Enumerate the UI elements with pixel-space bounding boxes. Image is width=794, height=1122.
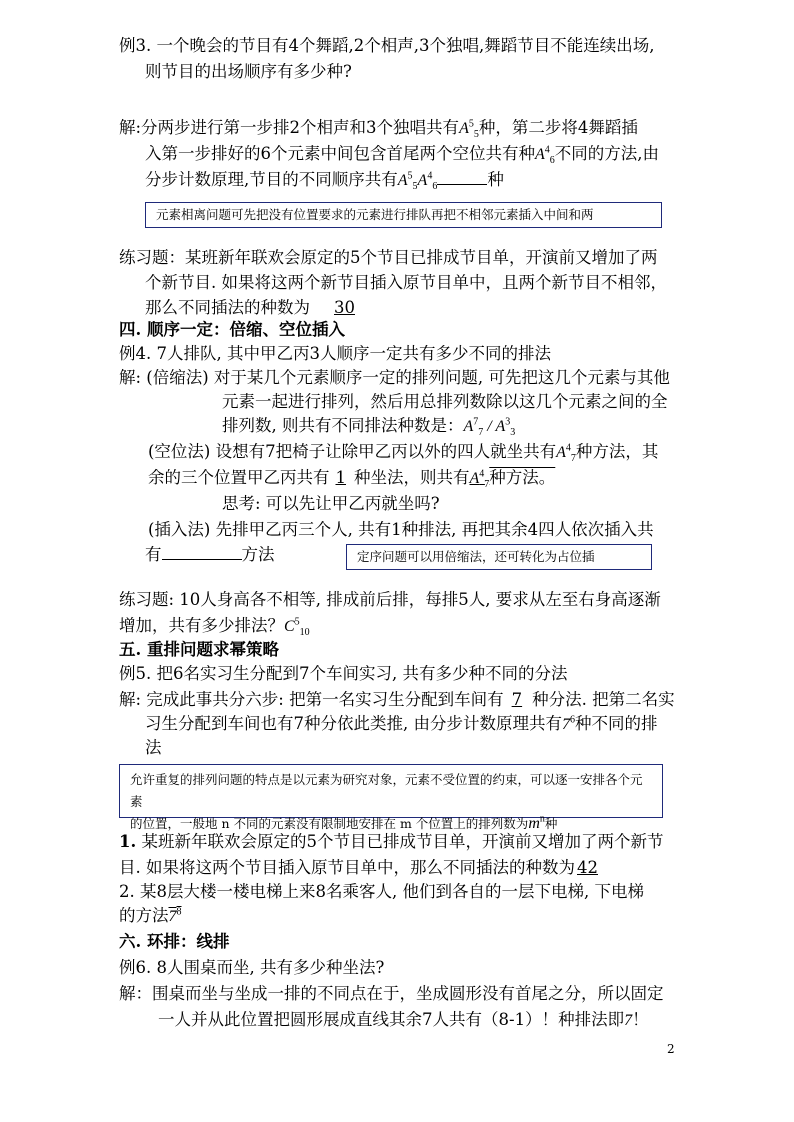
ex3-solution-line1: 解:分两步进行第一步排2个相声和3个独唱共有$A^5_5$种，第二步将4舞蹈插	[119, 118, 638, 141]
page-number: 2	[667, 1042, 675, 1056]
answer-blank	[437, 168, 487, 185]
practice1-line3: 那么不同插法的种数为 30	[145, 296, 361, 320]
question2-line1: 2. 某8层大楼一楼电梯上来8名乘客人, 他们到各自的一层下电梯, 下电梯	[119, 882, 644, 901]
ex4-method1-line3: 排列数, 则共有不同排法种数是：$A^7_7 / A^3_3$	[222, 416, 516, 439]
ex6-solution-line1: 解：围桌而坐与坐成一排的不同点在于，坐成圆形没有首尾之分，所以固定	[119, 984, 664, 1003]
section6-title: 六. 环排：线排	[119, 932, 230, 951]
ex6-question: 例6. 8人围桌而坐, 共有多少种坐法?	[119, 958, 385, 977]
section5-title: 五. 重排问题求幂策略	[119, 640, 279, 659]
question2-line2: 的方法$7^8$	[119, 906, 182, 925]
question1-line2: 目. 如果将这两个节目插入原节目单中，那么不同插法的种数为 42	[119, 856, 606, 880]
practice2-line1: 练习题: 10人身高各不相等, 排成前后排，每排5人, 要求从左至右身高逐渐	[119, 590, 661, 609]
math-7-factorial: 7	[624, 1012, 633, 1029]
math-c10-5: $C^5_{10}$	[284, 616, 310, 639]
ex4-method3-line1: (插入法) 先排甲乙丙三个人, 共有1种排法, 再把其余4四人依次插入共	[148, 520, 654, 539]
ex4-method2-line2: 余的三个位置甲乙丙共有 1 种坐法，则共有$A^4_7$种方法。	[148, 468, 556, 491]
ex6-solution-line2: 一人并从此位置把圆形展成直线其余7人共有（8-1）！种排法即7！	[158, 1010, 649, 1029]
ex4-method1-line1: 解: (倍缩法) 对于某几个元素顺序一定的排列问题, 可先把这几个元素与其他	[119, 368, 670, 387]
ex4-method2-line1: (空位法) 设想有7把椅子让除甲乙丙以外的四人就坐共有$A^4_7$种方法，其	[148, 442, 659, 465]
math-a64: $A^4_6$	[535, 144, 555, 167]
ex5-answer: 7	[511, 690, 523, 709]
math-a74: $A^4_7$	[556, 442, 576, 465]
section4-title: 四. 顺序一定：倍缩、空位插入	[119, 320, 345, 339]
math-7-pow-8: $7^8$	[168, 906, 182, 925]
ex5-solution-line3: 法	[145, 738, 162, 757]
ex4-method1-line2: 元素一起进行排列，然后用总排列数除以这几个元素之间的全	[222, 392, 668, 411]
practice2-line2: 增加，共有多少排法？$C^5_{10}$	[119, 616, 310, 639]
math-m-pow-n: $m^n$	[528, 813, 545, 832]
ex3-note-box: 元素相离问题可先把没有位置要求的元素进行排队再把不相邻元素插入中间和两	[145, 202, 662, 228]
ex5-solution-line2: 习生分配到车间也有7种分依此类推, 由分步计数原理共有$7^6$种不同的排	[145, 714, 658, 733]
math-a55a64: $A^5_5A^4_6$	[397, 170, 438, 193]
ex3-question-line1: 例3. 一个晚会的节目有4个舞蹈,2个相声,3个独唱,舞蹈节目不能连续出场,	[119, 36, 655, 55]
ex3-solution-line2: 入第一步排好的6个元素中间包含首尾两个空位共有种$A^4_6$不同的方法,由	[145, 144, 660, 167]
math-a74-result: $A^4_7$	[469, 468, 490, 491]
ex5-note-box: 允许重复的排列问题的特点是以元素为研究对象，元素不受位置的约束，可以逐一安排各个元素 的位置，一般地 n 不同的元素没有限制地安排在 m 个位置上的排列数为$m^n$种	[119, 764, 663, 818]
math-7-pow-6: $7^6$	[562, 714, 575, 733]
math-a55: $A^5_5$	[459, 118, 479, 141]
ex5-question: 例5. 把6名实习生分配到7个车间实习, 共有多少种不同的分法	[119, 664, 568, 683]
ex3-question-line2: 则节目的出场顺序有多少种?	[145, 62, 352, 81]
practice1-line1: 练习题：某班新年联欢会原定的5个节目已排成节目单，开演前又增加了两	[119, 248, 658, 267]
ex4-method2-answer: 1	[335, 468, 346, 487]
method3-blank	[162, 543, 242, 560]
ex5-solution-line1: 解: 完成此事共分六步: 把第一名实习生分配到车间有 7 种分法. 把第二名实	[119, 690, 675, 709]
ex4-method3-line2: 有 方法	[145, 545, 275, 564]
question1-answer: 42	[577, 858, 598, 877]
practice1-line2: 个新节目. 如果将这两个新节目插入原节目单中，且两个新节目不相邻，	[145, 273, 667, 292]
practice1-answer: 30	[334, 298, 355, 317]
question1-line1: 1. 某班新年联欢会原定的5个节目已排成节目单，开演前又增加了两个新节	[119, 832, 664, 851]
ex4-question: 例4. 7人排队, 其中甲乙丙3人顺序一定共有多少不同的排法	[119, 344, 551, 363]
ex4-note-box: 定序问题可以用倍缩法，还可转化为占位插	[346, 544, 652, 570]
ex4-think: 思考: 可以先让甲乙丙就坐吗?	[222, 494, 440, 513]
math-a77-div-a33: $A^7_7 / A^3_3$	[463, 416, 516, 439]
ex3-solution-line3: 分步计数原理,节目的不同顺序共有$A^5_5A^4_6$ 种	[145, 170, 504, 193]
